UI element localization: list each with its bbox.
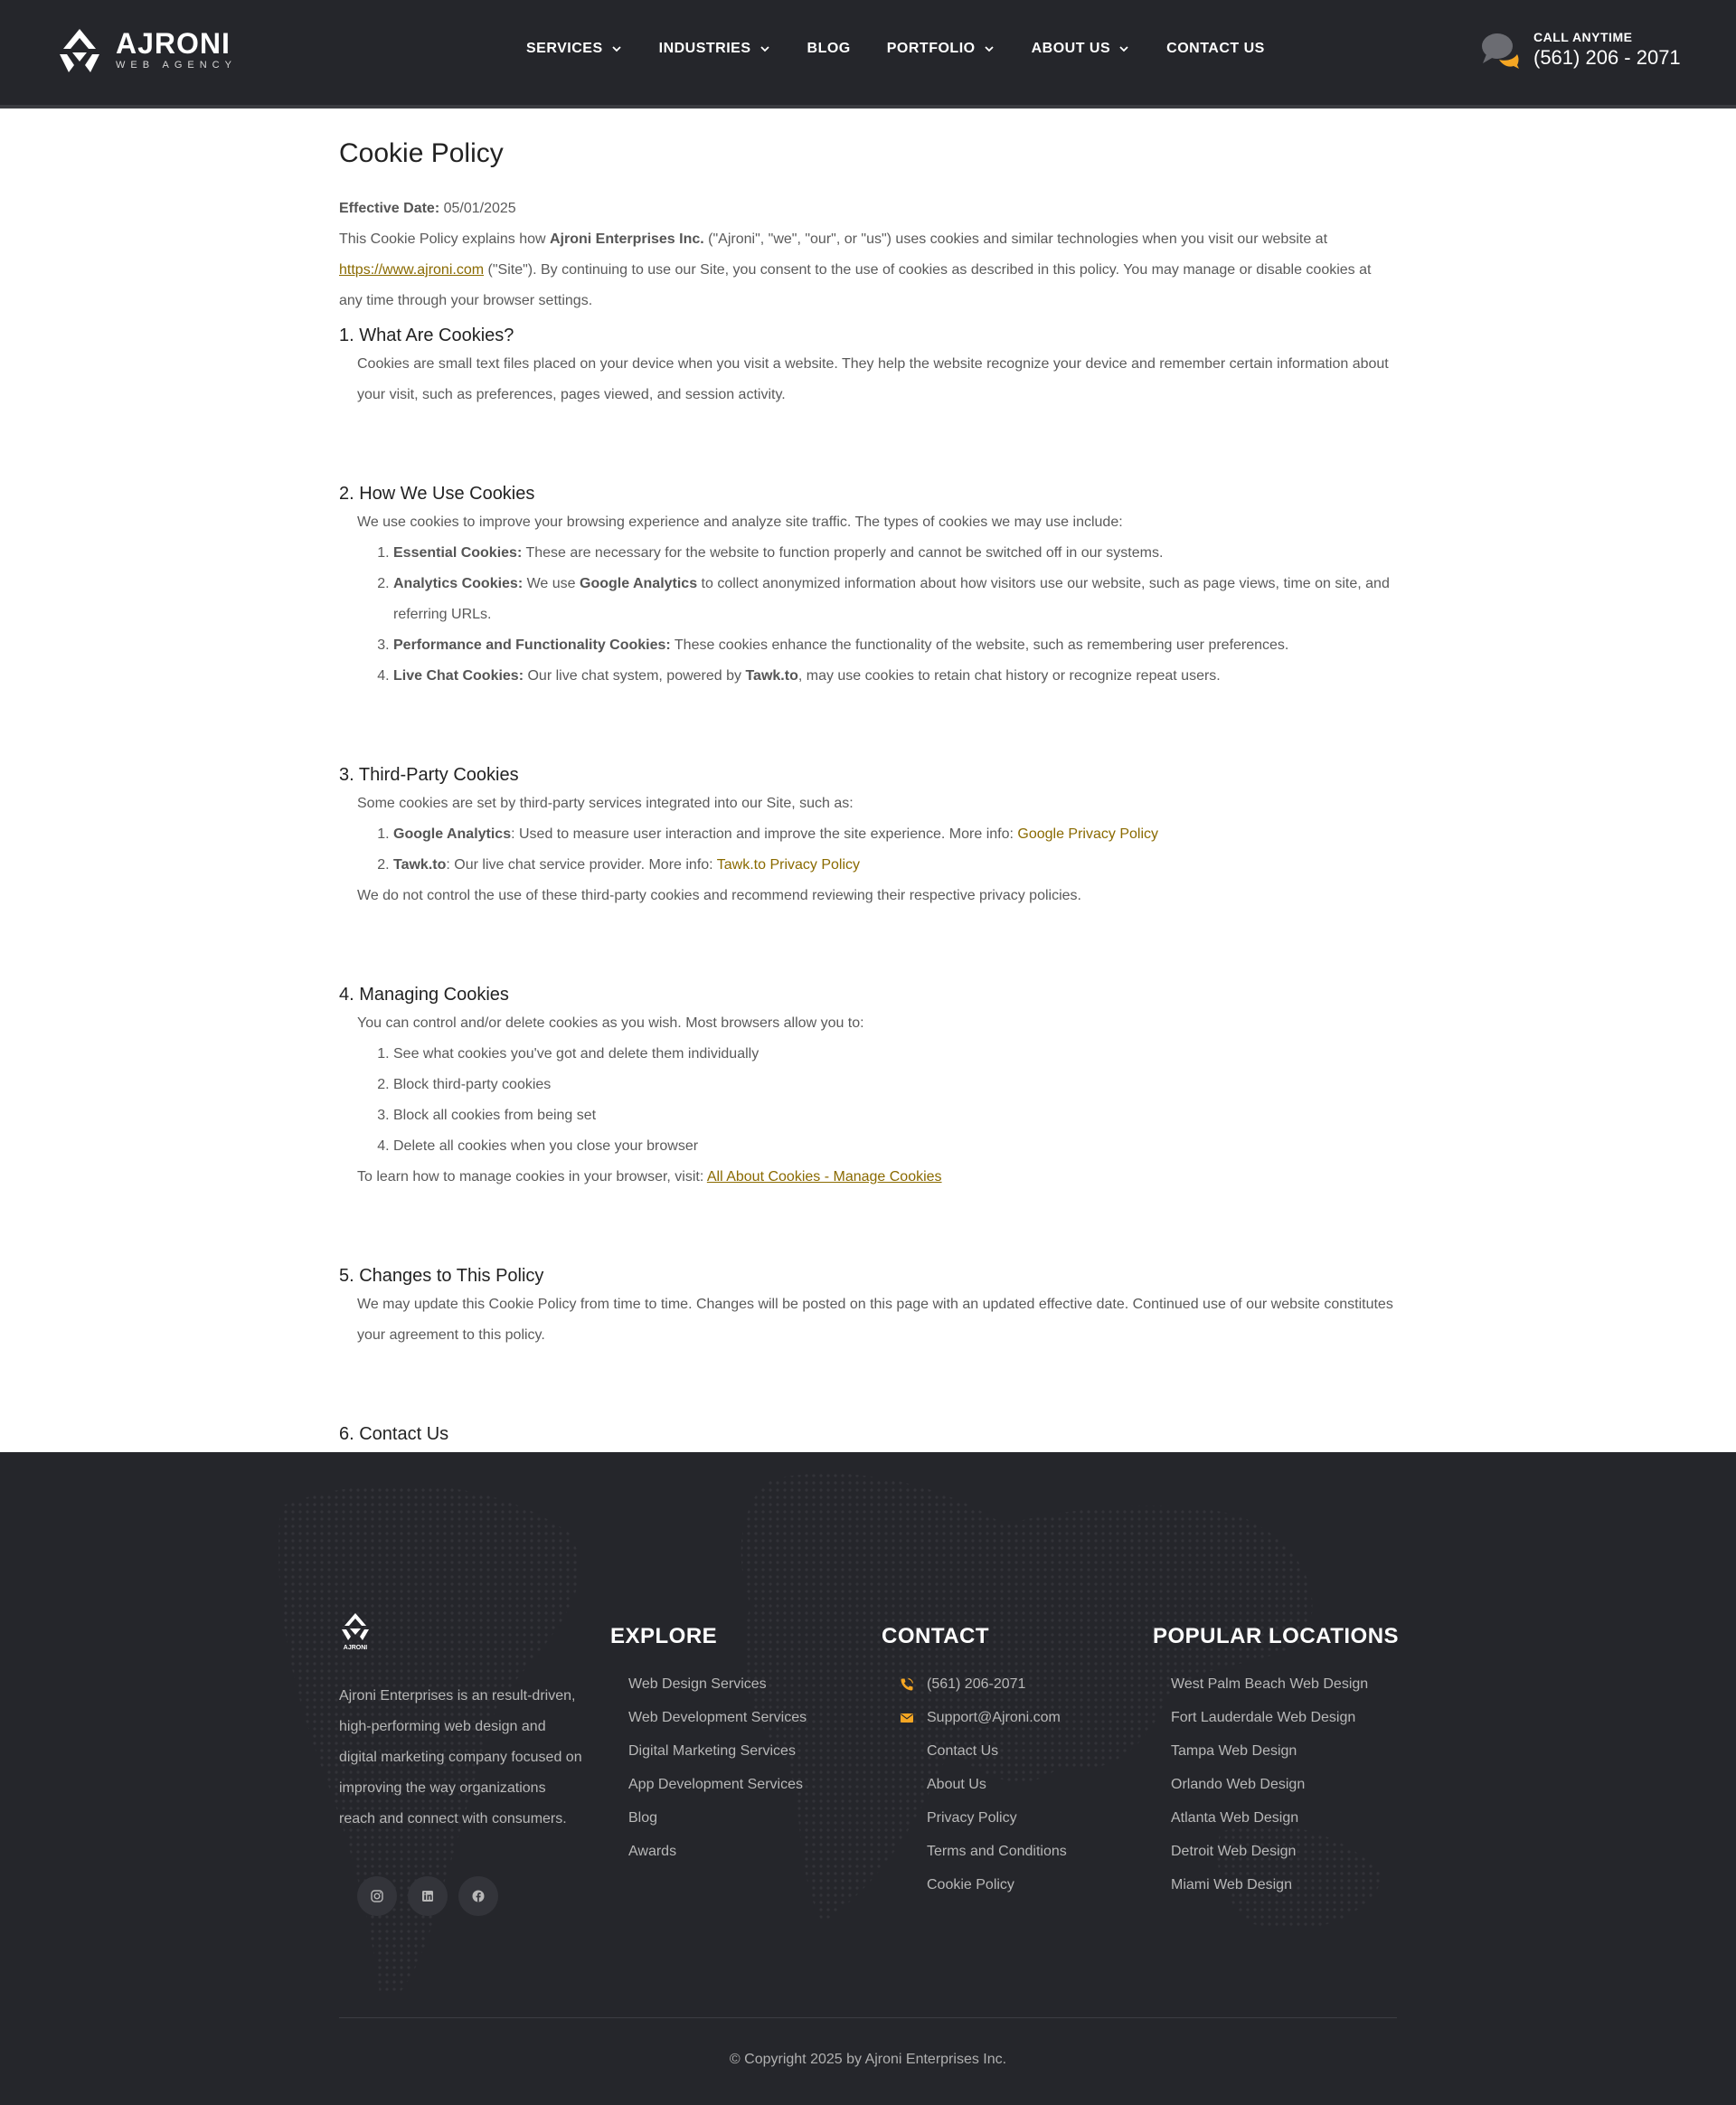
phone-icon [900,1677,914,1692]
link-text: Contact Us [927,1743,999,1759]
mail-icon [900,1711,914,1725]
nav-blog[interactable] [807,38,851,60]
site-logo[interactable] [54,25,237,76]
link-text: Terms and Conditions [927,1844,1067,1859]
item-text: Our live chat system, powered by [524,668,746,684]
effective-date [339,194,1397,224]
list-item: 1. See what cookies you've got and delete them individually [393,1039,1397,1070]
section-heading: 2. How We Use Cookies [339,484,535,504]
footer-link[interactable]: Miami Web Design [1171,1877,1292,1893]
intro-company: Ajroni Enterprises Inc. [550,231,704,247]
instagram-icon [370,1889,384,1903]
footer-link[interactable] [900,1768,1067,1801]
list-item [393,819,1397,850]
list-item [393,630,1397,661]
footer-link[interactable]: Detroit Web Design [1171,1844,1297,1859]
footer-link[interactable]: West Palm Beach Web Design [1171,1676,1369,1692]
footer-link[interactable] [900,1734,1067,1768]
footer-link[interactable]: App Development Services [628,1777,803,1792]
instagram-button[interactable] [357,1876,397,1916]
item-bold: Google Analytics [580,576,698,591]
section-body [357,1008,1397,1193]
nav-label: SERVICES [526,41,603,56]
section-text: We do not control the use of these third-party cookies and recommend reviewing their respective privacy policies. [357,888,1081,903]
footer-link[interactable]: Blog [628,1810,658,1826]
logo-name: AJRONI [116,27,231,60]
cookie-policy-article [339,127,1397,1571]
footer-link[interactable]: Web Design Services [628,1676,767,1692]
item-text: These cookies enhance the functionality of the website, such as remembering user preferences. [670,637,1289,653]
email-text: Support@Ajroni.com [927,1710,1061,1725]
section-heading: 3. Third-Party Cookies [339,765,519,785]
item-text: We use [523,576,580,591]
section-text: We use cookies to improve your browsing experience and analyze site traffic. The types of cookies we may use include: [357,514,1123,530]
intro-text: ("Site"). By continuing to use our Site, you consent to the use of cookies as described in this policy. You may manage or disable cookies at any time through your browser settings. [339,262,1372,308]
item-bold: Performance and Functionality Cookies: [393,637,671,653]
facebook-icon [471,1889,486,1903]
nav-label: CONTACT US [1166,41,1265,56]
phone-text: (561) 206-2071 [927,1676,1026,1692]
nav-label: PORTFOLIO [886,41,976,56]
footer-locations [1153,1611,1399,1902]
intro-paragraph [339,224,1397,316]
list-item [393,538,1397,569]
item-bold: Analytics Cookies: [393,576,524,591]
footer-email-link[interactable] [900,1701,1067,1734]
section-heading: 1. What Are Cookies? [339,326,514,345]
footer-link[interactable]: Fort Lauderdale Web Design [1171,1710,1356,1725]
item-bold: Essential Cookies: [393,545,523,561]
link-text: About Us [927,1777,986,1792]
footer-link[interactable]: Tampa Web Design [1171,1743,1297,1759]
section-text: Cookies are small text files placed on your device when you visit a website. They help the website recognize your device and remember certain information about your visit, such as preferences, pages viewed, and session activity. [357,356,1389,402]
intro-text: ("Ajroni", "we", "our", or "us") uses cookies and similar technologies when you visit our website at [703,231,1328,247]
item-bold: Live Chat Cookies: [393,668,524,684]
nav-contact-us[interactable] [1166,38,1265,60]
call-number[interactable]: (561) 206 - 2071 [1533,46,1681,69]
list-item: 2. Block third-party cookies [393,1070,1397,1100]
section-body [357,349,1397,411]
nav-about-us[interactable] [1032,38,1131,60]
item-bold: Google Analytics [393,826,512,842]
outro-text: To learn how to manage cookies in your browser, visit: [357,1169,707,1185]
site-url-link[interactable]: https://www.ajroni.com [339,262,485,278]
section-heading: 4. Managing Cookies [339,985,509,1005]
footer-link[interactable] [900,1868,1067,1902]
main-content [0,109,1736,1452]
chevron-down-icon [1118,42,1130,55]
footer-contact [882,1611,1067,1902]
footer-link[interactable]: Atlanta Web Design [1171,1810,1299,1826]
page-title: Cookie Policy [339,138,504,168]
all-about-cookies-link[interactable]: All About Cookies - Manage Cookies [706,1169,942,1185]
footer-heading: EXPLORE [610,1624,718,1648]
item-text: : Used to measure user interaction and improve the site experience. More info: [511,826,1018,842]
footer-logo-icon[interactable] [339,1611,372,1651]
third-party-list [393,819,1397,881]
item-text: , may use cookies to retain chat history or recognize repeat users. [797,668,1221,684]
social-links [357,1876,583,1916]
nav-label: ABOUT US [1031,41,1111,56]
site-header [0,0,1736,109]
linkedin-button[interactable] [408,1876,448,1916]
footer-phone-link[interactable] [900,1667,1067,1701]
footer-link[interactable] [900,1801,1067,1835]
chevron-down-icon [759,42,771,55]
cookie-types-list [393,538,1397,692]
section-text: You can control and/or delete cookies as you wish. Most browsers allow you to: [357,1015,864,1031]
google-privacy-link[interactable]: Google Privacy Policy [1017,826,1159,842]
list-item: 4. Delete all cookies when you close your browser [393,1131,1397,1162]
section-body [357,507,1397,692]
nav-industries[interactable] [659,38,771,60]
footer-heading: CONTACT [882,1624,990,1648]
footer-logo-text: AJRONI [343,1645,368,1651]
section-body [357,788,1397,911]
footer-link[interactable]: Web Development Services [628,1710,807,1725]
list-item [393,850,1397,881]
logo-mark-icon [54,25,105,76]
call-label: CALL ANYTIME [1533,30,1633,44]
manage-list [393,1039,1397,1162]
explore-links [628,1667,807,1868]
chevron-down-icon [983,42,995,55]
footer-divider [339,2017,1397,2018]
effective-value: 05/01/2025 [443,201,516,216]
footer-link[interactable] [900,1835,1067,1868]
nav-portfolio[interactable] [887,38,995,60]
chevron-down-icon [610,42,623,55]
nav-label: BLOG [807,41,851,56]
item-text: These are necessary for the website to function properly and cannot be switched off in our systems. [522,545,1164,561]
location-links [1171,1667,1399,1902]
section-heading: 5. Changes to This Policy [339,1266,544,1286]
nav-services[interactable] [526,38,623,60]
footer-link[interactable]: Digital Marketing Services [628,1743,796,1759]
linkedin-icon [420,1889,435,1903]
section-text: Some cookies are set by third-party services integrated into our Site, such as: [357,796,854,811]
facebook-button[interactable] [458,1876,498,1916]
nav-label: INDUSTRIES [658,41,751,56]
item-text: to collect anonymized information about how visitors use our website, such as page views, time on site, and referring URLs. [393,576,1390,622]
site-footer [0,1452,1736,2105]
list-item [393,569,1397,630]
link-text: Cookie Policy [927,1877,1014,1893]
contact-links [900,1667,1067,1902]
footer-about-text: Ajroni Enterprises is an result-driven, high-performing web design and digital marketing company focused on improving the way organizations reach and connect with consumers. [339,1688,582,1827]
tawkto-privacy-link[interactable]: Tawk.to Privacy Policy [716,857,861,873]
footer-explore [610,1611,807,1868]
footer-link[interactable]: Orlando Web Design [1171,1777,1306,1792]
footer-about [339,1611,583,1916]
section-body [357,1289,1397,1351]
section-text: We may update this Cookie Policy from time to time. Changes will be posted on this page with an updated effective date. Continued use of our website constitutes your agreement to this policy. [357,1297,1393,1343]
copyright: © Copyright 2025 by Ajroni Enterprises Inc. [729,2052,1007,2067]
item-bold: Tawk.to [393,857,447,873]
footer-heading: POPULAR LOCATIONS [1153,1624,1400,1648]
intro-text: This Cookie Policy explains how [339,231,550,247]
section-heading: 6. Contact Us [339,1424,449,1444]
item-text: : Our live chat service provider. More info: [446,857,717,873]
list-item: 3. Block all cookies from being set [393,1100,1397,1131]
footer-link[interactable]: Awards [628,1844,677,1859]
section-text [357,1162,1397,1193]
call-anytime[interactable] [1479,29,1681,71]
item-bold: Tawk.to [745,668,798,684]
logo-tagline: WEB AGENCY [116,60,237,71]
list-item [393,661,1397,692]
link-text: Privacy Policy [927,1810,1017,1826]
chat-bubbles-icon [1479,31,1521,69]
main-nav [526,38,1301,60]
effective-label: Effective Date: [339,201,440,216]
